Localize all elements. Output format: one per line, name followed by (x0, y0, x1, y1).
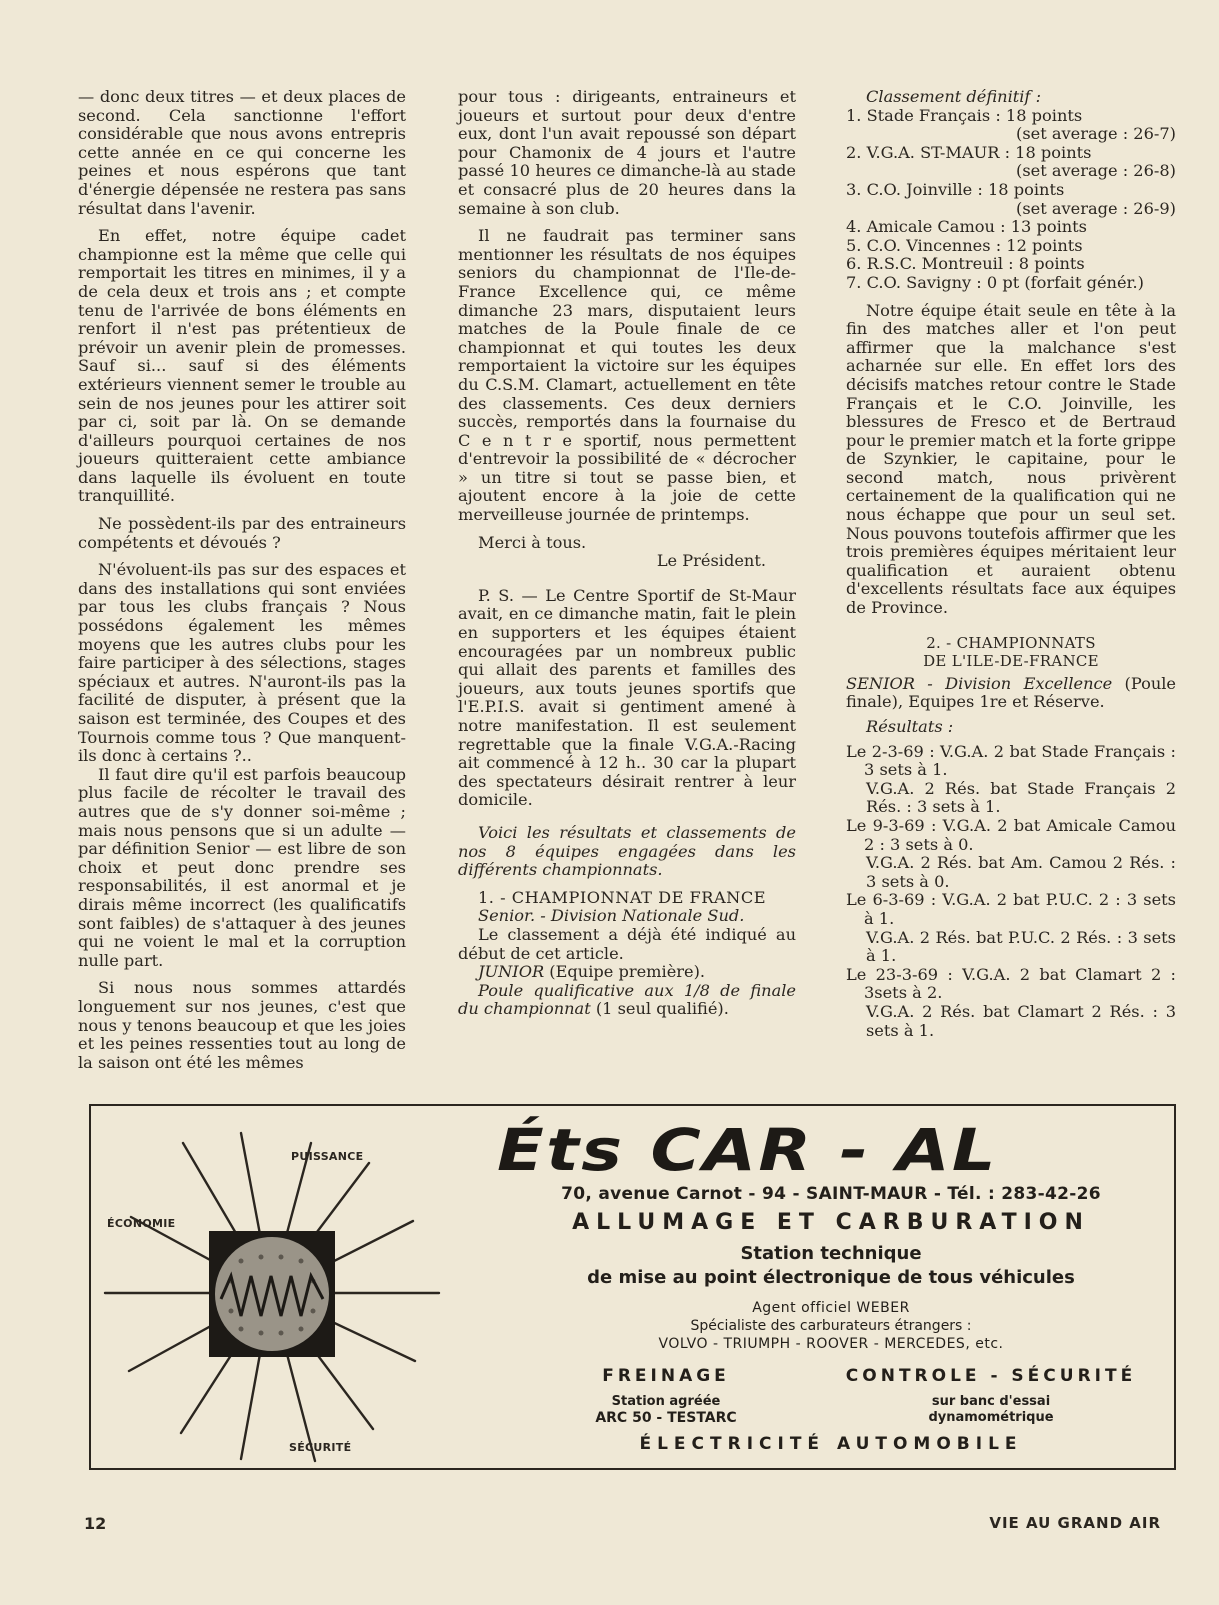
ranking-entry: 6. R.S.C. Montreuil : 8 points (846, 254, 1085, 274)
car-brands: VOLVO - TRIUMPH - ROOVER - MERCEDES, etc. (658, 1336, 1004, 1352)
ranking-entry: 4. Amicale Camou : 13 points (846, 217, 1087, 237)
result-sub: V.G.A. 2 Rés. bat Am. Camou 2 Rés. : 3 sets à 0. (866, 853, 1176, 891)
signature: Le Président. (656, 551, 766, 571)
junior-rest: (Equipe première). (544, 962, 706, 982)
freinage-sub1: Station agréée (611, 1394, 721, 1409)
results-list (846, 743, 1176, 1041)
paragraph: En effet, notre équipe cadet championne est la même que celle qui remportait les titres en minimes, il y a de cela deux et trois ans ; et compte tenu de l'arrivée de bons éléments en renfort il n'est pas prétentieux de prévoir un avenir plein de promesses. Sauf si... sauf si des éléments extérieurs viennent semer le trouble au sein de nos jeunes pour les attirer soit par ci, soit par là. On se demande d'ailleurs pourquoi certaines de nos joueurs quitteraient cette ambiance dans laquelle ils évoluent en toute tranquillité. (78, 226, 406, 506)
column-3 (846, 88, 1176, 1040)
ranking-row (846, 107, 1176, 144)
paragraph: Notre équipe était seule en tête à la fin des matches aller et l'on peut affirmer que la malchance s'est acharnée sur elle. En effet lors des décisifs matches retour contre le Stade Français et le C.O. Joinville, les blessures de Fresco et de Bertraud pour le premier match et la forte grippe de Szynkier, le capitaine, pour le second match, nous privèrent certainement de la qualification qui ne nous échappe que pour un seul set. Nous pouvons toutefois affirmer que les trois premières équipes méritaient leur qualification et auraient obtenu d'excellents résultats face aux équipes de Province. (846, 300, 1176, 618)
ranking-list (846, 107, 1176, 293)
poule-italic: Poule qualificative aux 1/8 de finale du championnat (458, 980, 796, 1019)
ranking-entry: 2. V.G.A. ST-MAUR : 18 points (846, 142, 1092, 162)
paragraph: Il faut dire qu'il est parfois beaucoup plus facile de récolter le travail des autres que de s'y donner soi-même ; mais nous pensons que si un adulte — par définition Senior — est libre de son choix et peut donc prendre ses responsabilités, il est anormal et je dirais même incorrect (les qualificatifs sont faibles) de s'attaquer à des jeunes qui ne voient le mal et la corruption nulle part. (78, 764, 406, 970)
senior-rest: (Poule finale), Equipes 1re et Réserve. (846, 673, 1176, 712)
sun-logo (101, 1121, 441, 1466)
ranking-row (846, 237, 1176, 256)
ranking-entry: 3. C.O. Joinville : 18 points (846, 179, 1065, 199)
section-heading-2: 2. - CHAMPIONNATS (926, 633, 1096, 652)
senior-line (846, 675, 1176, 712)
results-title: Résultats : (866, 717, 954, 736)
ranking-row (846, 255, 1176, 274)
magazine-title: VIE AU GRAND AIR (989, 1514, 1161, 1532)
paragraph: Ne possèdent-ils par des entraineurs compétents et dévoués ? (78, 514, 406, 552)
result-sub: V.G.A. 2 Rés. bat P.U.C. 2 Rés. : 3 sets à 1. (866, 927, 1176, 966)
advertisement (89, 1104, 1176, 1470)
brand-name: Éts CAR - AL (497, 1116, 998, 1184)
controle-block (821, 1366, 1161, 1426)
closing-thanks: Merci à tous. (478, 532, 587, 552)
poule-rest: (1 seul qualifié). (590, 999, 729, 1019)
electricite-line: ÉLECTRICITÉ AUTOMOBILE (639, 1434, 1023, 1454)
column-1 (78, 88, 406, 1072)
service-line: de mise au point électronique de tous véhicules (587, 1267, 1075, 1288)
paragraph: Le classement a déjà été indiqué au début de cet article. (458, 924, 796, 963)
ranking-title: Classement définitif : (866, 87, 1042, 106)
result-main: Le 9-3-69 : V.G.A. 2 bat Amicale Camou 2 : 3 sets à 0. (846, 815, 1176, 854)
controle-sub1: sur banc d'essai (931, 1394, 1051, 1409)
page-number: 12 (84, 1514, 107, 1533)
results-intro: Voici les résultats et classements de nos 8 équipes engagées dans les différents championnats. (458, 822, 796, 880)
sun-icon (101, 1121, 441, 1466)
label-economie: ÉCONOMIE (107, 1217, 176, 1230)
postscript: P. S. — Le Centre Sportif de St-Maur avait, en ce dimanche matin, fait le plein en supporters et les équipes étaient encouragées par un nombreux public qui allait des parents et familles des joueurs, aux touts jeunes sportifs que l'E.P.I.S. avait si gentiment amené à notre manifestation. Il est seulement regrettable que la finale V.G.A.-Racing ait commencé à 12 h.. 30 car la plupart des spectateurs désirait rentrer à leur domicile. (458, 585, 796, 810)
junior-label: JUNIOR (478, 962, 545, 982)
paragraph: Si nous nous sommes attardés longuement sur nos jeunes, c'est que nous y tenons beaucoup et que les joies et les peines ressenties tout au long de la saison ont été les mêmes (78, 978, 406, 1072)
ranking-entry: 7. C.O. Savigny : 0 pt (forfait génér.) (846, 272, 1144, 292)
senior-italic: SENIOR - Division Excellence (846, 673, 1113, 693)
paragraph: Il ne faudrait pas terminer sans mentionner les résultats de nos équipes seniors du championnat de l'Ile-de-France Excellence qui, ce même dimanche 23 mars, disputaient leurs matches de la Poule finale de ce championnat et qui toutes les deux remportaient la victoire sur les équipes du C.S.M. Clamart, actuellement en tête des classements. Ces deux derniers succès, remportés dans la fournaise du C e n t r e sportif, nous permettent d'entrevoir la possibilité de « décrocher » un titre si tout se passe bien, et ajoutent encore à la joie de cette merveilleuse journée de printemps. (458, 226, 796, 525)
paragraph: N'évoluent-ils pas sur des espaces et dans des installations qui sont enviées par tous les clubs français ? Nous possédons également les mêmes moyens que les autres clubs pour les faire participer à des sélections, stages spéciaux et autres. N'auront-ils pas la facilité de disputer, à présent que la saison est terminée, des Coupes et des Tournois comme tous ? Que manquent-ils donc à certains ?.. (78, 560, 406, 766)
controle-heading: CONTROLE - SÉCURITÉ (845, 1366, 1137, 1386)
result-main: Le 2-3-69 : V.G.A. 2 bat Stade Français : 3 sets à 1. (846, 741, 1176, 780)
specialist-line: Spécialiste des carburateurs étrangers : (690, 1318, 972, 1334)
junior-line (458, 963, 796, 982)
result-sub: V.G.A. 2 Rés. bat Stade Français 2 Rés. : 3 sets à 1. (866, 778, 1176, 817)
service-line: Station technique (740, 1243, 922, 1264)
freinage-sub2: ARC 50 - TESTARC (595, 1410, 737, 1426)
agent-line: Agent officiel WEBER (752, 1300, 910, 1316)
result-main: Le 23-3-69 : V.G.A. 2 bat Clamart 2 : 3sets à 2. (846, 964, 1176, 1003)
set-average: (set average : 26-7) (1016, 124, 1176, 144)
controle-sub2: dynamométrique (928, 1410, 1054, 1425)
ranking-entry: 1. Stade Français : 18 points (846, 105, 1083, 125)
set-average: (set average : 26-9) (1016, 198, 1176, 218)
paragraph: pour tous : dirigeants, entraineurs et joueurs et surtout pour deux d'entre eux, dont l'un avait repoussé son départ pour Chamonix de 4 jours et l'autre passé 10 heures ce dimanche-là au stade et consacré plus de 20 heures dans la semaine à son club. (458, 87, 796, 218)
ranking-row (846, 181, 1176, 218)
section-subheading: Senior. - Division Nationale Sud. (478, 906, 745, 926)
set-average: (set average : 26-8) (1016, 161, 1176, 181)
result-sub: V.G.A. 2 Rés. bat Clamart 2 Rés. : 3 sets à 1. (866, 1001, 1176, 1040)
column-2 (458, 88, 796, 1019)
tagline: ALLUMAGE ET CARBURATION (572, 1210, 1090, 1235)
result-main: Le 6-3-69 : V.G.A. 2 bat P.U.C. 2 : 3 sets à 1. (846, 890, 1176, 928)
ranking-row (846, 274, 1176, 293)
label-securite: SÉCURITÉ (289, 1441, 352, 1454)
ranking-row (846, 144, 1176, 181)
poule-line (458, 982, 796, 1019)
ad-text (491, 1106, 1171, 1472)
section-heading-2b: DE L'ILE-DE-FRANCE (923, 652, 1099, 671)
paragraph: — donc deux titres — et deux places de second. Cela sanctionne l'effort considérable que nous avons entrepris cette année en ce qui concerne les peines et nous espérons que tant d'énergie dépensée ne restera pas sans résultat dans l'avenir. (78, 87, 406, 218)
section-heading-1: 1. - CHAMPIONNAT DE FRANCE (478, 887, 767, 907)
ranking-entry: 5. C.O. Vincennes : 12 points (846, 235, 1083, 255)
freinage-block (551, 1366, 781, 1426)
address: 70, avenue Carnot - 94 - SAINT-MAUR - Tél. : 283-42-26 (561, 1184, 1101, 1204)
freinage-heading: FREINAGE (602, 1366, 730, 1386)
ranking-row (846, 218, 1176, 237)
label-puissance: PUISSANCE (291, 1150, 364, 1163)
